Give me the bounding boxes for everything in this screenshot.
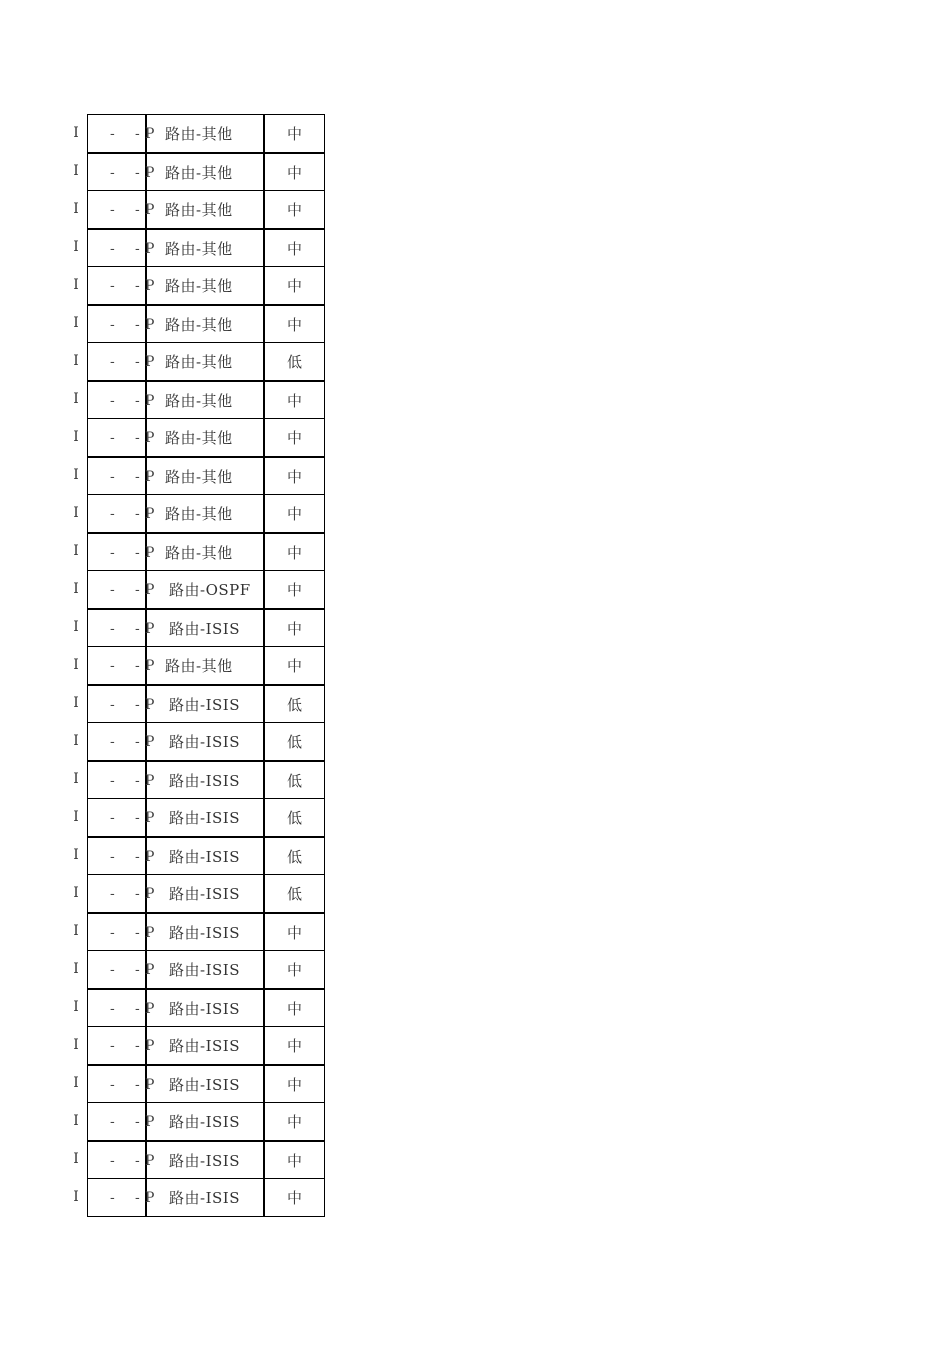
route-cell[interactable] [145, 114, 263, 152]
dash-text-2: - [135, 278, 140, 294]
level-cell[interactable]: 中 [263, 380, 325, 418]
route-label: 路由-ISIS [169, 848, 240, 866]
route-cell[interactable] [145, 304, 263, 342]
route-cell[interactable] [145, 418, 263, 456]
row-prefix-cell[interactable]: I [73, 657, 79, 673]
dash-cell[interactable] [87, 836, 145, 874]
dash-text: - [110, 773, 115, 789]
dash-text-2: - [135, 849, 140, 865]
table-row[interactable] [0, 836, 330, 874]
route-cell[interactable] [145, 532, 263, 570]
route-label: 路由-其他 [165, 201, 233, 219]
level-cell[interactable]: 中 [263, 456, 325, 494]
dash-text: - [110, 506, 115, 522]
table-row[interactable] [0, 798, 330, 836]
row-prefix-cell[interactable]: I [73, 277, 79, 293]
dash-cell[interactable] [87, 266, 145, 304]
route-label: 路由-其他 [165, 277, 233, 295]
route-prefix-p: P [145, 1001, 155, 1017]
table-row[interactable] [0, 874, 330, 912]
level-cell[interactable]: 低 [263, 798, 325, 836]
row-prefix-cell[interactable]: I [73, 695, 79, 711]
route-cell[interactable] [145, 646, 263, 684]
level-cell[interactable]: 低 [263, 836, 325, 874]
level-cell[interactable]: 中 [263, 266, 325, 304]
route-prefix-p: P [145, 734, 155, 750]
route-cell[interactable] [145, 152, 263, 190]
table-bottom-border [87, 1216, 325, 1217]
route-cell[interactable] [145, 570, 263, 608]
route-label: 路由-其他 [165, 240, 233, 258]
route-prefix-p: P [145, 126, 155, 142]
route-label: 路由-ISIS [169, 961, 240, 979]
route-prefix-p: P [145, 545, 155, 561]
row-prefix-cell[interactable]: I [73, 809, 79, 825]
route-prefix-p: P [145, 658, 155, 674]
route-label: 路由-其他 [165, 353, 233, 371]
dash-cell[interactable] [87, 152, 145, 190]
route-cell[interactable] [145, 608, 263, 646]
route-cell[interactable] [145, 684, 263, 722]
dash-text: - [110, 1038, 115, 1054]
dash-text: - [110, 849, 115, 865]
level-cell[interactable]: 低 [263, 760, 325, 798]
dash-text-2: - [135, 810, 140, 826]
route-prefix-p: P [145, 1153, 155, 1169]
route-prefix-p: P [145, 354, 155, 370]
route-prefix-p: P [145, 1190, 155, 1206]
dash-text-2: - [135, 886, 140, 902]
route-label: 路由-ISIS [169, 1189, 240, 1207]
route-cell[interactable] [145, 760, 263, 798]
dash-text-2: - [135, 1114, 140, 1130]
dash-text-2: - [135, 697, 140, 713]
dash-cell[interactable] [87, 380, 145, 418]
route-prefix-p: P [145, 810, 155, 826]
table-row[interactable] [0, 1102, 330, 1140]
dash-text-2: - [135, 165, 140, 181]
table-row[interactable] [0, 988, 330, 1026]
dash-cell[interactable] [87, 646, 145, 684]
table-row[interactable] [0, 342, 330, 380]
route-prefix-p: P [145, 1038, 155, 1054]
table-row[interactable] [0, 532, 330, 570]
dash-text-2: - [135, 469, 140, 485]
table-row[interactable] [0, 114, 330, 152]
route-label: 路由-其他 [165, 505, 233, 523]
route-label: 路由-ISIS [169, 772, 240, 790]
route-prefix-p: P [145, 962, 155, 978]
table-row[interactable] [0, 1064, 330, 1102]
route-prefix-p: P [145, 1114, 155, 1130]
route-label: 路由-OSPF [169, 581, 251, 599]
dash-text-2: - [135, 582, 140, 598]
level-cell[interactable]: 低 [263, 874, 325, 912]
table-row[interactable] [0, 152, 330, 190]
level-cell[interactable]: 中 [263, 988, 325, 1026]
table-row[interactable] [0, 418, 330, 456]
dash-text: - [110, 1001, 115, 1017]
dash-text: - [110, 393, 115, 409]
row-prefix-cell[interactable]: I [73, 1189, 79, 1205]
row-prefix-cell[interactable]: I [73, 1037, 79, 1053]
dash-text-2: - [135, 658, 140, 674]
row-prefix-cell[interactable]: I [73, 999, 79, 1015]
route-label: 路由-ISIS [169, 1076, 240, 1094]
level-cell[interactable]: 中 [263, 950, 325, 988]
dash-cell[interactable] [87, 760, 145, 798]
table-row[interactable] [0, 1178, 330, 1216]
dash-cell[interactable] [87, 608, 145, 646]
dash-cell[interactable] [87, 1102, 145, 1140]
route-label: 路由-其他 [165, 544, 233, 562]
row-prefix-cell[interactable]: I [73, 125, 79, 141]
row-prefix-cell[interactable]: I [73, 923, 79, 939]
route-label: 路由-ISIS [169, 924, 240, 942]
dash-text-2: - [135, 506, 140, 522]
table-row[interactable] [0, 228, 330, 266]
route-label: 路由-其他 [165, 468, 233, 486]
dash-cell[interactable] [87, 684, 145, 722]
row-prefix-cell[interactable]: I [73, 353, 79, 369]
route-cell[interactable] [145, 1140, 263, 1178]
route-prefix-p: P [145, 925, 155, 941]
dash-text: - [110, 734, 115, 750]
route-label: 路由-其他 [165, 392, 233, 410]
dash-text-2: - [135, 1190, 140, 1206]
route-label: 路由-ISIS [169, 620, 240, 638]
dash-text-2: - [135, 1153, 140, 1169]
route-cell[interactable] [145, 342, 263, 380]
route-prefix-p: P [145, 582, 155, 598]
dash-text-2: - [135, 545, 140, 561]
dash-cell[interactable] [87, 1178, 145, 1216]
route-prefix-p: P [145, 697, 155, 713]
table-row[interactable] [0, 646, 330, 684]
dash-text: - [110, 810, 115, 826]
level-cell[interactable]: 中 [263, 190, 325, 228]
route-label: 路由-ISIS [169, 1113, 240, 1131]
dash-cell[interactable] [87, 418, 145, 456]
level-cell[interactable]: 中 [263, 114, 325, 152]
level-cell[interactable]: 中 [263, 152, 325, 190]
level-cell[interactable]: 中 [263, 1026, 325, 1064]
level-cell[interactable]: 低 [263, 684, 325, 722]
table-row[interactable] [0, 1026, 330, 1064]
route-prefix-p: P [145, 1077, 155, 1093]
route-prefix-p: P [145, 506, 155, 522]
row-prefix-cell[interactable]: I [73, 771, 79, 787]
dash-text: - [110, 1114, 115, 1130]
dash-text: - [110, 317, 115, 333]
route-prefix-p: P [145, 886, 155, 902]
dash-cell[interactable] [87, 456, 145, 494]
level-cell[interactable]: 中 [263, 608, 325, 646]
dash-cell[interactable] [87, 190, 145, 228]
dash-text: - [110, 697, 115, 713]
row-prefix-cell[interactable]: I [73, 429, 79, 445]
dash-text-2: - [135, 126, 140, 142]
route-label: 路由-ISIS [169, 1152, 240, 1170]
level-cell[interactable]: 中 [263, 228, 325, 266]
dash-text: - [110, 430, 115, 446]
dash-cell[interactable] [87, 570, 145, 608]
row-prefix-cell[interactable]: I [73, 315, 79, 331]
route-label: 路由-其他 [165, 316, 233, 334]
route-prefix-p: P [145, 621, 155, 637]
route-cell[interactable] [145, 988, 263, 1026]
row-prefix-cell[interactable]: I [73, 239, 79, 255]
route-cell[interactable] [145, 874, 263, 912]
table-row[interactable] [0, 1140, 330, 1178]
row-prefix-cell[interactable]: I [73, 1113, 79, 1129]
dash-text: - [110, 1077, 115, 1093]
dash-cell[interactable] [87, 950, 145, 988]
dash-text: - [110, 165, 115, 181]
route-cell[interactable] [145, 1026, 263, 1064]
dash-text: - [110, 545, 115, 561]
dash-cell[interactable] [87, 1026, 145, 1064]
route-label: 路由-ISIS [169, 885, 240, 903]
route-cell[interactable] [145, 190, 263, 228]
route-cell[interactable] [145, 494, 263, 532]
dash-cell[interactable] [87, 228, 145, 266]
level-cell[interactable]: 中 [263, 570, 325, 608]
level-cell[interactable]: 中 [263, 1102, 325, 1140]
route-prefix-p: P [145, 469, 155, 485]
route-label: 路由-ISIS [169, 1037, 240, 1055]
route-prefix-p: P [145, 849, 155, 865]
row-prefix-cell[interactable]: I [73, 467, 79, 483]
table-row[interactable] [0, 760, 330, 798]
route-cell[interactable] [145, 1102, 263, 1140]
table-row[interactable] [0, 266, 330, 304]
route-cell[interactable] [145, 456, 263, 494]
level-cell[interactable]: 中 [263, 1140, 325, 1178]
dash-text: - [110, 1153, 115, 1169]
dash-text: - [110, 962, 115, 978]
dash-text-2: - [135, 925, 140, 941]
route-prefix-p: P [145, 241, 155, 257]
table-row[interactable] [0, 950, 330, 988]
table-row[interactable] [0, 456, 330, 494]
dash-text: - [110, 658, 115, 674]
route-cell[interactable] [145, 266, 263, 304]
level-cell[interactable]: 中 [263, 1064, 325, 1102]
route-label: 路由-其他 [165, 164, 233, 182]
level-cell[interactable]: 中 [263, 304, 325, 342]
level-cell[interactable]: 中 [263, 418, 325, 456]
route-label: 路由-其他 [165, 429, 233, 447]
route-cell[interactable] [145, 228, 263, 266]
dash-text: - [110, 241, 115, 257]
table-row[interactable] [0, 608, 330, 646]
route-cell[interactable] [145, 722, 263, 760]
row-prefix-cell[interactable]: I [73, 543, 79, 559]
route-prefix-p: P [145, 430, 155, 446]
table-row[interactable] [0, 912, 330, 950]
dash-text-2: - [135, 354, 140, 370]
row-prefix-cell[interactable]: I [73, 733, 79, 749]
dash-text: - [110, 354, 115, 370]
table-row[interactable] [0, 570, 330, 608]
level-cell[interactable]: 中 [263, 494, 325, 532]
route-label: 路由-ISIS [169, 733, 240, 751]
row-prefix-cell[interactable]: I [73, 961, 79, 977]
row-prefix-cell[interactable]: I [73, 1151, 79, 1167]
dash-cell[interactable] [87, 1140, 145, 1178]
dash-text: - [110, 202, 115, 218]
table-row[interactable] [0, 494, 330, 532]
table-row[interactable] [0, 190, 330, 228]
dash-text-2: - [135, 1038, 140, 1054]
row-prefix-cell[interactable]: I [73, 885, 79, 901]
route-cell[interactable] [145, 912, 263, 950]
dash-cell[interactable] [87, 874, 145, 912]
level-cell[interactable]: 中 [263, 646, 325, 684]
route-cell[interactable] [145, 1064, 263, 1102]
route-label: 路由-其他 [165, 657, 233, 675]
route-label: 路由-其他 [165, 125, 233, 143]
dash-cell[interactable] [87, 494, 145, 532]
level-cell[interactable]: 中 [263, 1178, 325, 1216]
row-prefix-cell[interactable]: I [73, 201, 79, 217]
route-label: 路由-ISIS [169, 696, 240, 714]
route-label: 路由-ISIS [169, 1000, 240, 1018]
dash-cell[interactable] [87, 114, 145, 152]
row-prefix-cell[interactable]: I [73, 163, 79, 179]
route-prefix-p: P [145, 165, 155, 181]
level-cell[interactable]: 低 [263, 722, 325, 760]
dash-text: - [110, 886, 115, 902]
row-prefix-cell[interactable]: I [73, 391, 79, 407]
level-cell[interactable]: 低 [263, 342, 325, 380]
row-prefix-cell[interactable]: I [73, 505, 79, 521]
dash-text-2: - [135, 430, 140, 446]
dash-text: - [110, 278, 115, 294]
dash-text-2: - [135, 962, 140, 978]
row-prefix-cell[interactable]: I [73, 619, 79, 635]
dash-cell[interactable] [87, 912, 145, 950]
dash-cell[interactable] [87, 1064, 145, 1102]
route-cell[interactable] [145, 1178, 263, 1216]
table-row[interactable] [0, 380, 330, 418]
dash-text: - [110, 925, 115, 941]
dash-text: - [110, 469, 115, 485]
dash-text-2: - [135, 393, 140, 409]
dash-text-2: - [135, 773, 140, 789]
level-cell[interactable]: 中 [263, 912, 325, 950]
dash-text: - [110, 126, 115, 142]
table-row[interactable] [0, 304, 330, 342]
dash-text-2: - [135, 241, 140, 257]
route-prefix-p: P [145, 278, 155, 294]
dash-text: - [110, 621, 115, 637]
dash-cell[interactable] [87, 722, 145, 760]
dash-cell[interactable] [87, 532, 145, 570]
row-prefix-cell[interactable]: I [73, 1075, 79, 1091]
dash-cell[interactable] [87, 798, 145, 836]
dash-text-2: - [135, 734, 140, 750]
dash-text: - [110, 582, 115, 598]
route-prefix-p: P [145, 393, 155, 409]
route-cell[interactable] [145, 380, 263, 418]
table-row[interactable] [0, 684, 330, 722]
route-cell[interactable] [145, 950, 263, 988]
level-cell[interactable]: 中 [263, 532, 325, 570]
dash-cell[interactable] [87, 988, 145, 1026]
row-prefix-cell[interactable]: I [73, 581, 79, 597]
table-row[interactable] [0, 722, 330, 760]
dash-cell[interactable] [87, 304, 145, 342]
dash-text-2: - [135, 1001, 140, 1017]
dash-text-2: - [135, 317, 140, 333]
route-label: 路由-ISIS [169, 809, 240, 827]
dash-text-2: - [135, 621, 140, 637]
route-cell[interactable] [145, 798, 263, 836]
dash-cell[interactable] [87, 342, 145, 380]
route-prefix-p: P [145, 202, 155, 218]
row-prefix-cell[interactable]: I [73, 847, 79, 863]
route-prefix-p: P [145, 317, 155, 333]
dash-text-2: - [135, 1077, 140, 1093]
route-prefix-p: P [145, 773, 155, 789]
route-cell[interactable] [145, 836, 263, 874]
dash-text-2: - [135, 202, 140, 218]
dash-text: - [110, 1190, 115, 1206]
